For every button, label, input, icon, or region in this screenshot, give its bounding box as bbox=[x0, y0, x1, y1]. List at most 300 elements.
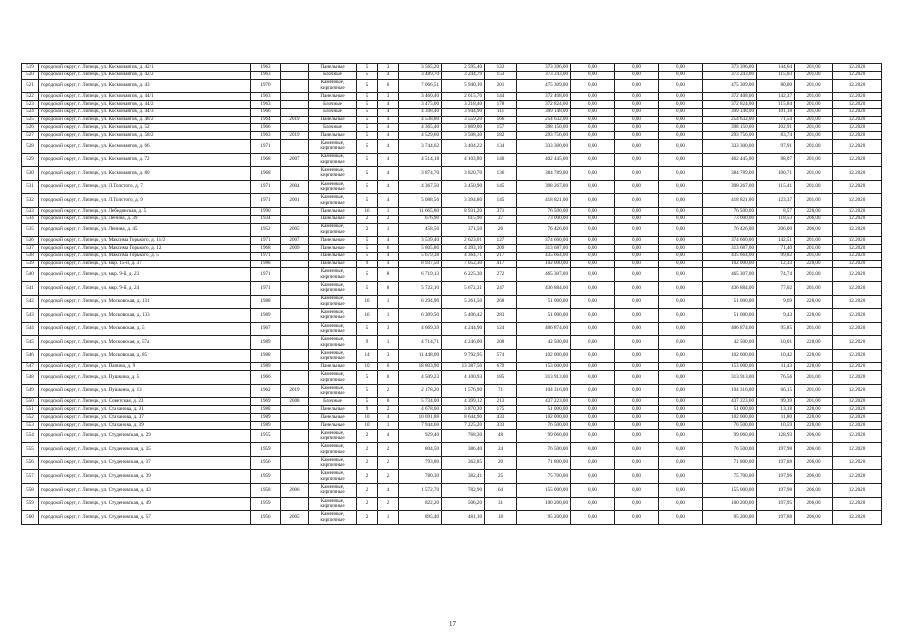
cell-owners-funds: 102 000,00 bbox=[703, 414, 757, 422]
cell-fund-local: 0,00 bbox=[659, 64, 703, 72]
cell-living-area: 3 394,80 bbox=[442, 194, 485, 208]
cell-wall-material: Панельные bbox=[309, 421, 357, 429]
cell-unit-cost: 83,74 bbox=[757, 132, 795, 140]
cell-max-unit-cost: 228,00 bbox=[795, 406, 833, 414]
cell-address: городской округ, г. Липецк, ул. Стаханова, д. 39 bbox=[39, 421, 251, 429]
cell-residents-count: 213 bbox=[485, 398, 517, 406]
cell-year-built: 1989 bbox=[251, 414, 281, 422]
cell-fund-local: 0,00 bbox=[659, 456, 703, 470]
cell-total-cost: 293 756,00 bbox=[517, 132, 571, 140]
cell-entrances-count: 3 bbox=[378, 349, 399, 363]
cell-owners-funds: 372 824,00 bbox=[703, 100, 757, 108]
cell-total-area: 4 398,40 bbox=[399, 108, 442, 116]
cell-fund-regional: 0,00 bbox=[615, 100, 659, 108]
cell-wall-material: Каменные, кирпичные bbox=[309, 295, 357, 309]
cell-year-built: 1971 bbox=[251, 237, 281, 245]
cell-entrances-count: 4 bbox=[378, 100, 399, 108]
cell-row-number: 537 bbox=[22, 244, 39, 252]
cell-row-number: 556 bbox=[22, 456, 39, 470]
cell-max-unit-cost: 228,00 bbox=[795, 260, 833, 268]
cell-unit-cost: 128,93 bbox=[757, 429, 795, 443]
cell-residents-count: 145 bbox=[485, 180, 517, 194]
cell-entrances-count: 4 bbox=[378, 71, 399, 79]
cell-entrances-count: 2 bbox=[378, 384, 399, 398]
cell-entrances-count: 4 bbox=[378, 108, 399, 116]
cell-living-area: 4 364,71 bbox=[442, 252, 485, 260]
cell-living-area: 8 931,20 bbox=[442, 207, 485, 215]
cell-fund-regional: 0,00 bbox=[615, 132, 659, 140]
cell-year-overhaul bbox=[281, 349, 309, 363]
cell-entrances-count: 4 bbox=[378, 167, 399, 181]
cell-floors-count: 2 bbox=[357, 511, 378, 525]
cell-completion-date: 12.2020 bbox=[833, 309, 882, 323]
cell-max-unit-cost: 201,00 bbox=[795, 139, 833, 153]
cell-fund-federal: 0,00 bbox=[571, 116, 615, 124]
cell-completion-date: 12.2020 bbox=[833, 215, 882, 223]
cell-year-built: 1964 bbox=[251, 116, 281, 124]
cell-residents-count: 417 bbox=[485, 260, 517, 268]
cell-completion-date: 12.2020 bbox=[833, 281, 882, 295]
cell-living-area: 362,85 bbox=[442, 456, 485, 470]
table-row bbox=[22, 132, 882, 140]
cell-unit-cost: 97,91 bbox=[757, 139, 795, 153]
cell-fund-federal: 0,00 bbox=[571, 223, 615, 237]
cell-year-built: 1971 bbox=[251, 139, 281, 153]
cell-fund-local: 0,00 bbox=[659, 363, 703, 371]
cell-total-cost: 313 913,00 bbox=[517, 371, 571, 385]
cell-year-overhaul: 2019 bbox=[281, 132, 309, 140]
cell-residents-count: 136 bbox=[485, 167, 517, 181]
cell-living-area: 7 225,20 bbox=[442, 421, 485, 429]
cell-wall-material: Блочные bbox=[309, 398, 357, 406]
cell-unit-cost: 80,00 bbox=[757, 79, 795, 93]
cell-address: городской округ, г. Липецк, ул. Ленина, д. 45 bbox=[39, 223, 251, 237]
cell-wall-material: Каменные, кирпичные bbox=[309, 281, 357, 295]
table-row bbox=[22, 443, 882, 457]
cell-unit-cost: 197,98 bbox=[757, 443, 795, 457]
cell-wall-material: Каменные, кирпичные bbox=[309, 194, 357, 208]
cell-address: городской округ, г. Липецк, ул. Папина, д. 9 bbox=[39, 363, 251, 371]
cell-floors-count: 5 bbox=[357, 71, 378, 79]
cell-living-area: 4 393,10 bbox=[442, 244, 485, 252]
cell-entrances-count: 4 bbox=[378, 260, 399, 268]
cell-address: городской округ, г. Липецк, ул. Стаханова, д. 37 bbox=[39, 414, 251, 422]
cell-floors-count: 5 bbox=[357, 108, 378, 116]
cell-row-number: 554 bbox=[22, 429, 39, 443]
cell-total-area: 4 538,80 bbox=[399, 116, 442, 124]
cell-wall-material: Каменные, кирпичные bbox=[309, 139, 357, 153]
cell-total-cost: 76 500,00 bbox=[517, 421, 571, 429]
table-row bbox=[22, 124, 882, 132]
cell-fund-federal: 0,00 bbox=[571, 371, 615, 385]
cell-owners-funds: 313 913,00 bbox=[703, 371, 757, 385]
cell-fund-federal: 0,00 bbox=[571, 414, 615, 422]
cell-fund-federal: 0,00 bbox=[571, 180, 615, 194]
cell-row-number: 534 bbox=[22, 215, 39, 223]
table-row bbox=[22, 309, 882, 323]
cell-wall-material: Панельные bbox=[309, 363, 357, 371]
cell-unit-cost: 95,85 bbox=[757, 322, 795, 336]
cell-address: городской округ, г. Липецк, ул. Максима Горького, д. 5 bbox=[39, 252, 251, 260]
cell-address: городской округ, г. Липецк, ул. Московская, д. 85 bbox=[39, 349, 251, 363]
cell-total-area: 3 744,62 bbox=[399, 139, 442, 153]
cell-fund-local: 0,00 bbox=[659, 252, 703, 260]
cell-living-area: 5 406,42 bbox=[442, 309, 485, 323]
cell-fund-federal: 0,00 bbox=[571, 194, 615, 208]
cell-unit-cost: 123,37 bbox=[757, 194, 795, 208]
cell-completion-date: 12.2020 bbox=[833, 268, 882, 282]
cell-fund-local: 0,00 bbox=[659, 100, 703, 108]
cell-wall-material: Каменные, кирпичные bbox=[309, 384, 357, 398]
cell-row-number: 523 bbox=[22, 100, 39, 108]
cell-total-cost: 406 874,00 bbox=[517, 322, 571, 336]
cell-row-number: 529 bbox=[22, 153, 39, 167]
cell-fund-regional: 0,00 bbox=[615, 64, 659, 72]
cell-completion-date: 12.2020 bbox=[833, 322, 882, 336]
cell-fund-regional: 0,00 bbox=[615, 371, 659, 385]
cell-max-unit-cost: 206,00 bbox=[795, 456, 833, 470]
cell-year-overhaul bbox=[281, 79, 309, 93]
cell-total-cost: 437 223,00 bbox=[517, 398, 571, 406]
cell-year-built: 1958 bbox=[251, 484, 281, 498]
cell-fund-regional: 0,00 bbox=[615, 497, 659, 511]
cell-address: городской округ, г. Липецк, ул. Пушкина, д. 13 bbox=[39, 384, 251, 398]
cell-address: городской округ, г. Липецк, ул. Советская, д. 23 bbox=[39, 398, 251, 406]
cell-owners-funds: 384 789,00 bbox=[703, 167, 757, 181]
cell-completion-date: 12.2020 bbox=[833, 406, 882, 414]
cell-fund-regional: 0,00 bbox=[615, 429, 659, 443]
cell-floors-count: 5 bbox=[357, 252, 378, 260]
cell-entrances-count: 4 bbox=[378, 414, 399, 422]
cell-max-unit-cost: 201,00 bbox=[795, 116, 833, 124]
cell-address: городской округ, г. Липецк, ул. Космонавтов, д. 48/2 bbox=[39, 116, 251, 124]
cell-total-area: 4 365,40 bbox=[399, 124, 442, 132]
cell-entrances-count: 1 bbox=[378, 207, 399, 215]
cell-year-built: 1989 bbox=[251, 363, 281, 371]
cell-completion-date: 12.2020 bbox=[833, 443, 882, 457]
table-row bbox=[22, 363, 882, 371]
cell-entrances-count: 4 bbox=[378, 116, 399, 124]
cell-max-unit-cost: 206,00 bbox=[795, 429, 833, 443]
cell-wall-material: Каменные, кирпичные bbox=[309, 322, 357, 336]
cell-residents-count: 679 bbox=[485, 363, 517, 371]
cell-living-area: 4 399,12 bbox=[442, 398, 485, 406]
cell-year-overhaul: 2007 bbox=[281, 153, 309, 167]
cell-year-overhaul bbox=[281, 207, 309, 215]
cell-total-area: 7 944,60 bbox=[399, 421, 442, 429]
cell-fund-regional: 0,00 bbox=[615, 153, 659, 167]
cell-year-built: 1963 bbox=[251, 93, 281, 101]
cell-fund-regional: 0,00 bbox=[615, 421, 659, 429]
cell-entrances-count: 3 bbox=[378, 322, 399, 336]
cell-year-overhaul bbox=[281, 124, 309, 132]
cell-fund-local: 0,00 bbox=[659, 349, 703, 363]
cell-entrances-count: 4 bbox=[378, 153, 399, 167]
cell-floors-count: 5 bbox=[357, 132, 378, 140]
cell-row-number: 549 bbox=[22, 384, 39, 398]
cell-fund-local: 0,00 bbox=[659, 484, 703, 498]
cell-residents-count: 272 bbox=[485, 268, 517, 282]
table-row bbox=[22, 281, 882, 295]
cell-total-area: 8 937,50 bbox=[399, 260, 442, 268]
cell-living-area: 3 244,79 bbox=[442, 71, 485, 79]
cell-living-area: 6 225,30 bbox=[442, 268, 485, 282]
cell-row-number: 520 bbox=[22, 71, 39, 79]
cell-residents-count: 433 bbox=[485, 414, 517, 422]
cell-total-cost: 51 000,00 bbox=[517, 295, 571, 309]
cell-total-area: 5 679,38 bbox=[399, 252, 442, 260]
cell-entrances-count: 2 bbox=[378, 215, 399, 223]
cell-row-number: 528 bbox=[22, 139, 39, 153]
cell-entrances-count: 2 bbox=[378, 497, 399, 511]
cell-year-overhaul bbox=[281, 64, 309, 72]
cell-total-cost: 398 267,00 bbox=[517, 180, 571, 194]
cell-row-number: 540 bbox=[22, 268, 39, 282]
cell-entrances-count: 4 bbox=[378, 194, 399, 208]
cell-year-built: 1971 bbox=[251, 252, 281, 260]
cell-fund-local: 0,00 bbox=[659, 511, 703, 525]
cell-address: городской округ, г. Липецк, ул. Космонавтов, д. 44/2 bbox=[39, 100, 251, 108]
cell-entrances-count: 4 bbox=[378, 180, 399, 194]
cell-fund-local: 0,00 bbox=[659, 336, 703, 350]
register-sheet bbox=[21, 63, 882, 525]
cell-living-area: 2 615,70 bbox=[442, 93, 485, 101]
cell-fund-local: 0,00 bbox=[659, 421, 703, 429]
cell-total-area: 5 734,00 bbox=[399, 398, 442, 406]
table-row bbox=[22, 93, 882, 101]
cell-total-area: 6 309,50 bbox=[399, 309, 442, 323]
cell-address: городской округ, г. Липецк, ул. Студеновская, д. 35 bbox=[39, 443, 251, 457]
cell-max-unit-cost: 228,00 bbox=[795, 207, 833, 215]
cell-completion-date: 12.2020 bbox=[833, 180, 882, 194]
cell-fund-local: 0,00 bbox=[659, 153, 703, 167]
cell-year-overhaul bbox=[281, 71, 309, 79]
cell-residents-count: 144 bbox=[485, 93, 517, 101]
cell-row-number: 544 bbox=[22, 322, 39, 336]
cell-wall-material: Панельные bbox=[309, 244, 357, 252]
cell-max-unit-cost: 201,00 bbox=[795, 384, 833, 398]
cell-year-overhaul bbox=[281, 309, 309, 323]
cell-total-area: 6 294,90 bbox=[399, 295, 442, 309]
cell-living-area: 5 672,31 bbox=[442, 281, 485, 295]
cell-year-built: 1966 bbox=[251, 124, 281, 132]
cell-fund-regional: 0,00 bbox=[615, 237, 659, 245]
cell-unit-cost: 11,43 bbox=[757, 363, 795, 371]
cell-total-area: 4 367,50 bbox=[399, 180, 442, 194]
cell-living-area: 768,30 bbox=[442, 429, 485, 443]
cell-fund-regional: 0,00 bbox=[615, 363, 659, 371]
cell-floors-count: 5 bbox=[357, 139, 378, 153]
cell-unit-cost: 10,01 bbox=[757, 336, 795, 350]
cell-fund-regional: 0,00 bbox=[615, 116, 659, 124]
cell-wall-material: Каменные, кирпичные bbox=[309, 268, 357, 282]
cell-completion-date: 12.2020 bbox=[833, 132, 882, 140]
cell-wall-material: Каменные, кирпичные bbox=[309, 484, 357, 498]
cell-fund-federal: 0,00 bbox=[571, 268, 615, 282]
cell-fund-federal: 0,00 bbox=[571, 349, 615, 363]
cell-total-area: 458,50 bbox=[399, 223, 442, 237]
cell-total-area: 5 088,56 bbox=[399, 194, 442, 208]
cell-living-area: 5 940,10 bbox=[442, 79, 485, 93]
cell-row-number: 539 bbox=[22, 260, 39, 268]
cell-entrances-count: 4 bbox=[378, 139, 399, 153]
cell-address: городской округ, г. Липецк, ул. Лебедянская, д. 5 bbox=[39, 207, 251, 215]
cell-total-cost: 73 000,00 bbox=[517, 215, 571, 223]
cell-year-built: 1968 bbox=[251, 167, 281, 181]
cell-year-overhaul: 2006 bbox=[281, 484, 309, 498]
cell-max-unit-cost: 206,00 bbox=[795, 215, 833, 223]
cell-residents-count: 247 bbox=[485, 281, 517, 295]
cell-fund-local: 0,00 bbox=[659, 295, 703, 309]
cell-total-cost: 313 687,00 bbox=[517, 244, 571, 252]
cell-completion-date: 12.2020 bbox=[833, 260, 882, 268]
cell-owners-funds: 51 000,00 bbox=[703, 295, 757, 309]
cell-living-area: 4 244,90 bbox=[442, 322, 485, 336]
cell-wall-material: Панельные bbox=[309, 93, 357, 101]
cell-entrances-count: 6 bbox=[378, 398, 399, 406]
cell-fund-local: 0,00 bbox=[659, 260, 703, 268]
cell-year-built: 1959 bbox=[251, 497, 281, 511]
table-row bbox=[22, 194, 882, 208]
cell-total-cost: 402 445,00 bbox=[517, 153, 571, 167]
cell-address: городской округ, г. Липецк, ул. мкр. 9-й, д. 24 bbox=[39, 281, 251, 295]
cell-residents-count: 185 bbox=[485, 371, 517, 385]
cell-fund-local: 0,00 bbox=[659, 470, 703, 484]
cell-living-area: 386,40 bbox=[442, 443, 485, 457]
cell-entrances-count: 8 bbox=[378, 268, 399, 282]
cell-total-cost: 76 500,00 bbox=[517, 443, 571, 457]
cell-address: городской округ, г. Липецк, ул. Ленина, д. 39 bbox=[39, 215, 251, 223]
table-body bbox=[22, 64, 882, 525]
cell-fund-federal: 0,00 bbox=[571, 153, 615, 167]
cell-entrances-count: 6 bbox=[378, 79, 399, 93]
cell-fund-local: 0,00 bbox=[659, 443, 703, 457]
cell-entrances-count: 8 bbox=[378, 281, 399, 295]
cell-year-overhaul bbox=[281, 93, 309, 101]
cell-fund-federal: 0,00 bbox=[571, 93, 615, 101]
cell-total-cost: 102 000,00 bbox=[517, 414, 571, 422]
cell-address: городской округ, г. Липецк, ул. Максима Горького, д. 11/2 bbox=[39, 237, 251, 245]
cell-max-unit-cost: 201,00 bbox=[795, 93, 833, 101]
cell-residents-count: 333 bbox=[485, 421, 517, 429]
cell-fund-regional: 0,00 bbox=[615, 309, 659, 323]
cell-max-unit-cost: 206,00 bbox=[795, 470, 833, 484]
cell-fund-federal: 0,00 bbox=[571, 124, 615, 132]
cell-fund-federal: 0,00 bbox=[571, 207, 615, 215]
cell-year-overhaul: 2001 bbox=[281, 194, 309, 208]
cell-max-unit-cost: 201,00 bbox=[795, 371, 833, 385]
cell-completion-date: 12.2020 bbox=[833, 139, 882, 153]
cell-year-overhaul bbox=[281, 414, 309, 422]
table-row bbox=[22, 371, 882, 385]
cell-max-unit-cost: 206,00 bbox=[795, 223, 833, 237]
cell-living-area: 9 792,95 bbox=[442, 349, 485, 363]
cell-entrances-count: 1 bbox=[378, 223, 399, 237]
cell-unit-cost: 142,37 bbox=[757, 93, 795, 101]
cell-wall-material: Панельные bbox=[309, 414, 357, 422]
cell-fund-local: 0,00 bbox=[659, 398, 703, 406]
table-row bbox=[22, 100, 882, 108]
cell-row-number: 524 bbox=[22, 108, 39, 116]
cell-total-cost: 153 000,00 bbox=[517, 363, 571, 371]
cell-row-number: 542 bbox=[22, 295, 39, 309]
cell-fund-federal: 0,00 bbox=[571, 215, 615, 223]
cell-floors-count: 5 bbox=[357, 124, 378, 132]
cell-fund-local: 0,00 bbox=[659, 79, 703, 93]
cell-total-area: 804,50 bbox=[399, 443, 442, 457]
cell-completion-date: 12.2020 bbox=[833, 116, 882, 124]
cell-address: городской округ, г. Липецк, ул. Космонавтов, д. 66 bbox=[39, 139, 251, 153]
cell-total-cost: 435 664,00 bbox=[517, 252, 571, 260]
cell-residents-count: 175 bbox=[485, 406, 517, 414]
cell-max-unit-cost: 201,00 bbox=[795, 180, 833, 194]
cell-total-cost: 384 789,00 bbox=[517, 167, 571, 181]
cell-fund-regional: 0,00 bbox=[615, 194, 659, 208]
cell-unit-cost: 66,15 bbox=[757, 384, 795, 398]
cell-living-area: 3 218,40 bbox=[442, 100, 485, 108]
cell-fund-regional: 0,00 bbox=[615, 79, 659, 93]
cell-residents-count: 64 bbox=[485, 484, 517, 498]
cell-year-built: 1956 bbox=[251, 511, 281, 525]
cell-wall-material: Блочные bbox=[309, 100, 357, 108]
cell-address: городской округ, г. Липецк, ул. Космонавтов, д. 44/1 bbox=[39, 93, 251, 101]
cell-total-cost: 418 821,00 bbox=[517, 194, 571, 208]
cell-wall-material: Панельные bbox=[309, 215, 357, 223]
cell-completion-date: 12.2020 bbox=[833, 167, 882, 181]
table-row bbox=[22, 207, 882, 215]
cell-fund-federal: 0,00 bbox=[571, 443, 615, 457]
cell-total-area: 3 475,00 bbox=[399, 100, 442, 108]
cell-owners-funds: 372 408,00 bbox=[703, 93, 757, 101]
cell-max-unit-cost: 201,00 bbox=[795, 237, 833, 245]
cell-address: городской округ, г. Липецк, ул. Космонавтов, д. 43 bbox=[39, 79, 251, 93]
cell-completion-date: 12.2020 bbox=[833, 237, 882, 245]
cell-floors-count: 2 bbox=[357, 223, 378, 237]
cell-living-area: 3 820,70 bbox=[442, 167, 485, 181]
cell-owners-funds: 102 000,00 bbox=[703, 260, 757, 268]
cell-unit-cost: 206,00 bbox=[757, 223, 795, 237]
cell-total-cost: 51 000,00 bbox=[517, 406, 571, 414]
cell-max-unit-cost: 228,00 bbox=[795, 336, 833, 350]
cell-fund-local: 0,00 bbox=[659, 215, 703, 223]
cell-max-unit-cost: 201,00 bbox=[795, 64, 833, 72]
cell-year-built: 1988 bbox=[251, 260, 281, 268]
cell-living-area: 2 595,40 bbox=[442, 64, 485, 72]
cell-fund-regional: 0,00 bbox=[615, 167, 659, 181]
cell-owners-funds: 99 060,00 bbox=[703, 429, 757, 443]
cell-wall-material: Каменные, кирпичные bbox=[309, 349, 357, 363]
cell-fund-federal: 0,00 bbox=[571, 64, 615, 72]
cell-year-built: 1962 bbox=[251, 384, 281, 398]
table-row bbox=[22, 167, 882, 181]
cell-owners-funds: 435 664,00 bbox=[703, 252, 757, 260]
table-row bbox=[22, 153, 882, 167]
cell-completion-date: 12.2020 bbox=[833, 223, 882, 237]
cell-fund-federal: 0,00 bbox=[571, 79, 615, 93]
page-number: 17 bbox=[449, 620, 456, 628]
cell-wall-material: Блочные bbox=[309, 124, 357, 132]
cell-unit-cost: 9,69 bbox=[757, 295, 795, 309]
cell-living-area: 8 644,90 bbox=[442, 414, 485, 422]
cell-owners-funds: 51 000,00 bbox=[703, 309, 757, 323]
cell-floors-count: 5 bbox=[357, 64, 378, 72]
cell-fund-federal: 0,00 bbox=[571, 309, 615, 323]
table-row bbox=[22, 252, 882, 260]
cell-max-unit-cost: 228,00 bbox=[795, 414, 833, 422]
cell-year-built: 1988 bbox=[251, 406, 281, 414]
cell-owners-funds: 42 500,00 bbox=[703, 336, 757, 350]
cell-entrances-count: 2 bbox=[378, 406, 399, 414]
